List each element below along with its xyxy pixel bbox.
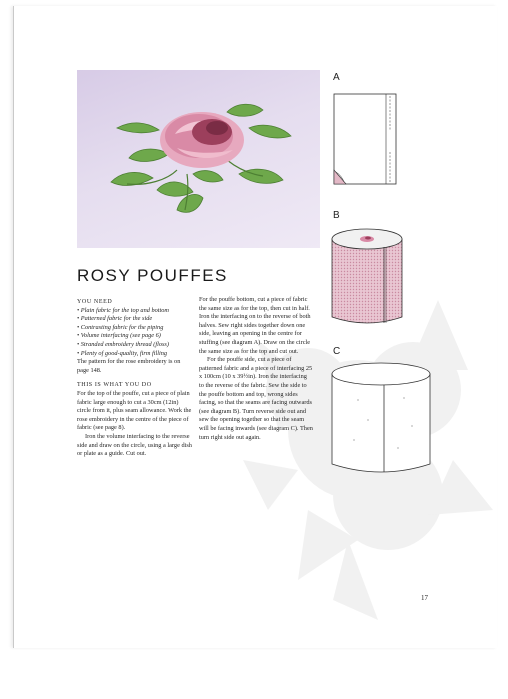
list-item: • Plain fabric for the top and bottom — [77, 306, 169, 314]
diagram-b — [328, 225, 406, 331]
text-column-right — [199, 296, 313, 442]
bottom-margin — [0, 650, 508, 699]
instruction-paragraph: For the pouffe bottom, cut a piece of fabric the same size as for the top, then cut in half. Iron the interfacing on to the reverse of both halves. Sew right sides together down one side, leaving an opening in the centre for stuffing (see diagram A). Draw on the circle the same size as for the top and cut out. — [199, 296, 311, 355]
rose-embroidery-image — [77, 70, 320, 248]
list-item: • Contrasting fabric for the piping — [77, 323, 164, 331]
list-item: • Plenty of good-quality, firm filling — [77, 349, 168, 357]
list-item: • Stranded embroidery thread (floss) — [77, 340, 169, 348]
instruction-paragraph: For the top of the pouffe, cut a piece of plain fabric large enough to cut a 30cm (12in) circle from it, plus seam allowance. Work the rose embroidery in the centre of the piece of fabric (see page 8). — [77, 389, 192, 432]
instruction-paragraph: Iron the volume interfacing to the reverse side and draw on the circle, using a large dish or plate as a guide. Cut out. — [77, 432, 192, 458]
diagram-b-label: B — [333, 210, 340, 221]
you-need-heading: YOU NEED — [77, 299, 113, 305]
page-title: ROSY POUFFES — [77, 266, 228, 285]
list-item: • Patterned fabric for the side — [77, 315, 153, 323]
diagram-c — [328, 360, 434, 482]
rose-petals — [160, 112, 244, 168]
list-item: • Volume interfacing (see page 6) — [77, 332, 161, 340]
instruction-paragraph: For the pouffe side, cut a piece of patterned fabric and a piece of interfacing 25 x 100cm (10 x 39½in). Iron the interfacing to the reverse of the fabric. Sew the side to the pouffe bottom and top, wrong sides facing, so that the seams are facing outwards (see diagram B). Turn reverse side out and sew the opening together so that the seam will be facing inwards (see diagram C). Then turn right side out again. — [199, 356, 313, 441]
diagram-c-label: C — [333, 346, 341, 357]
text-column-left — [77, 296, 193, 459]
pattern-note: The pattern for the rose embroidery is on page 148. — [77, 358, 181, 374]
what-you-do-heading: THIS IS WHAT YOU DO — [77, 382, 152, 389]
diagram-a-label: A — [333, 72, 340, 83]
diagram-a — [330, 90, 402, 190]
rose-embroidery-photo — [77, 70, 320, 248]
page-number: 17 — [421, 594, 428, 602]
materials-list — [77, 307, 193, 359]
